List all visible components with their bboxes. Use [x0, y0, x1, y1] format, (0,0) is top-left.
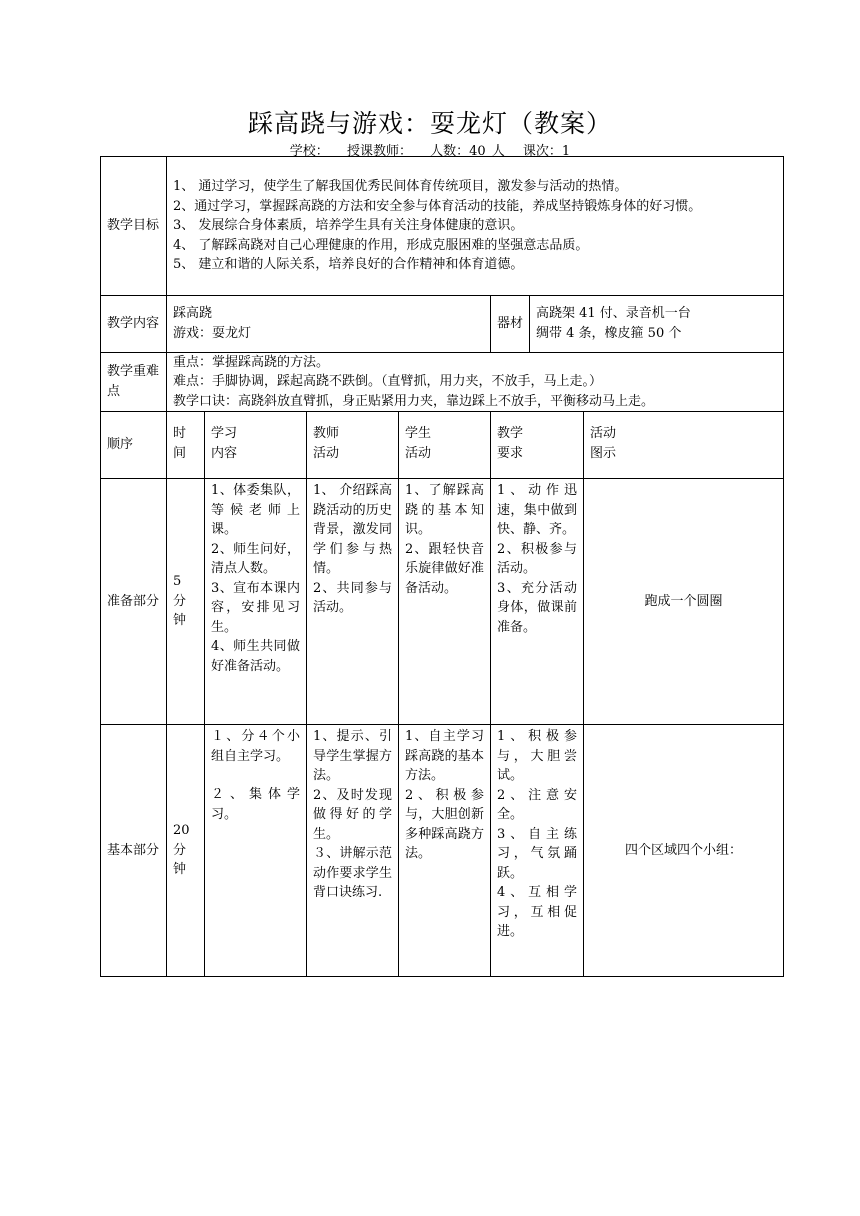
list-item: １、分４个小组自主学习。: [211, 729, 300, 764]
keypoint-line: 难点：手脚协调，踩起高跷不跌倒。（直臂抓，用力夹，不放手，马上走。）: [173, 374, 603, 389]
objective-item: 2、通过学习，掌握踩高跷的方法和安全参与体育活动的技能，养成坚持锻炼身体的好习惯。: [173, 198, 702, 214]
list-item: 3、宣布本课内容，安排见习生。: [211, 580, 300, 635]
count-field: 人数：40 人: [430, 144, 505, 159]
list-item: 4、互相学习，互相促进。: [497, 885, 577, 939]
header-requirement-line: 教学: [497, 426, 524, 441]
section-time-line: 5: [173, 574, 182, 590]
section-row-basic: [101, 725, 784, 977]
section-time: [167, 725, 205, 977]
section-time-line: 分: [173, 593, 187, 609]
list-item: 1、了解踩高跷的基本知识。: [405, 483, 484, 537]
content-row: [101, 295, 784, 352]
objective-item: 5、 建立和谐的人际关系，培养良好的合作精神和体育道德。: [173, 257, 524, 272]
list-item: ２、集体学习。: [211, 787, 300, 822]
objective-item: 3、 发展综合身体素质，培养学生具有关注身体健康的意识。: [173, 218, 524, 233]
list-item: 1、动作迅速，集中做到快、静、齐。: [497, 483, 577, 537]
header-student-line: 活动: [405, 445, 432, 461]
list-item: 2、及时发现做得好的学生。: [313, 787, 392, 842]
list-item: 3、自主练习，气氛踊跃。: [497, 826, 577, 881]
equipment-line: 绸带 4 条，橡皮箍 50 个: [536, 325, 682, 341]
header-time: [167, 412, 205, 479]
keypoint-line: 重点：掌握踩高跷的方法。: [173, 354, 330, 370]
section-name: 准备部分: [101, 479, 167, 725]
header-student: [399, 412, 491, 479]
section-name: 基本部分: [101, 725, 167, 977]
header-teacher: [307, 412, 399, 479]
list-item: 2、师生问好，清点人数。: [211, 541, 300, 576]
header-diagram-line: 活动: [590, 426, 617, 441]
header-requirement: [491, 412, 584, 479]
section-row-prepare: [101, 479, 784, 725]
content-label: 教学内容: [101, 295, 167, 352]
section-time-line: 分: [173, 842, 187, 858]
section-teacher: [307, 725, 399, 977]
section-diagram: 跑成一个圆圈: [584, 479, 784, 725]
header-requirement-line: 要求: [497, 445, 524, 461]
section-student: [399, 725, 491, 977]
list-item: 2、积极参与，大胆创新多种踩高跷方法。: [405, 787, 484, 861]
header-study-line: 学习: [211, 426, 238, 441]
objectives-label: 教学目标: [101, 157, 167, 296]
header-study: [205, 412, 307, 479]
list-item: 2、跟轻快音乐旋律做好准备活动。: [405, 541, 484, 596]
header-order: 顺序: [101, 412, 167, 479]
keypoints-label: 教学重难点: [101, 352, 167, 412]
header-student-line: 学生: [405, 426, 432, 441]
list-item: 1、积极参与，大胆尝试。: [497, 729, 577, 783]
section-time-line: 20: [173, 823, 190, 839]
section-study: [205, 479, 307, 725]
section-time: [167, 479, 205, 725]
header-teacher-line: 教师: [313, 426, 340, 441]
content-line: 游戏：耍龙灯: [173, 325, 252, 341]
header-study-line: 内容: [211, 445, 238, 461]
list-item: 1、自主学习踩高跷的基本方法。: [405, 729, 484, 783]
objective-item: 4、 了解踩高跷对自己心理健康的作用，形成克服困难的坚强意志品质。: [173, 237, 589, 253]
section-student: [399, 479, 491, 725]
teacher-field: 授课教师：: [346, 144, 412, 159]
header-row: [101, 412, 784, 479]
lesson-plan-table: [100, 156, 784, 977]
list-item: 1、 介绍踩高跷活动的历史背景，激发同学们参与热情。: [313, 483, 392, 576]
section-time-line: 钟: [173, 862, 187, 878]
list-item: 1、提示、引导学生掌握方法。: [313, 729, 392, 783]
section-teacher: [307, 479, 399, 725]
header-time-line: 时: [173, 426, 187, 441]
content-cell: [167, 295, 491, 352]
keypoints-row: [101, 352, 784, 412]
session-field: 课次：1: [522, 144, 571, 159]
header-teacher-line: 活动: [313, 445, 340, 461]
list-item: 2、积极参与活动。: [497, 541, 577, 576]
page-title: 踩高跷与游戏：耍龙灯（教案）: [247, 109, 612, 138]
list-item: 3、充分活动身体，做课前准备。: [497, 580, 577, 635]
equipment-line: 高跷架 41 付、录音机一台: [536, 306, 691, 321]
keypoint-line: 教学口诀：高跷斜放直臂抓，身正贴紧用力夹，靠边踩上不放手，平衡移动马上走。: [173, 393, 655, 409]
header-diagram-line: 图示: [590, 445, 617, 461]
section-diagram: 四个区域四个小组：: [584, 725, 784, 977]
objectives-cell: [167, 157, 784, 296]
list-item: ３、讲解示范动作要求学生背口诀练习.: [313, 846, 392, 900]
header-time-line: 间: [173, 445, 187, 461]
equipment-label: 器材: [491, 295, 530, 352]
equipment-cell: [530, 295, 784, 352]
header-diagram: [584, 412, 784, 479]
objective-item: 1、 通过学习，使学生了解我国优秀民间体育传统项目，激发参与活动的热情。: [173, 179, 628, 194]
school-field: 学校：: [289, 144, 329, 159]
list-item: 4、师生共同做好准备活动。: [211, 639, 300, 674]
list-item: 1、体委集队，等候老师上课。: [211, 483, 300, 537]
list-item: 2、注意安全。: [497, 787, 577, 822]
section-requirement: [491, 479, 584, 725]
objectives-row: [101, 157, 784, 296]
content-line: 踩高跷: [173, 306, 213, 321]
section-requirement: [491, 725, 584, 977]
keypoints-cell: [167, 352, 784, 412]
list-item: 2、共同参与活动。: [313, 580, 392, 615]
section-time-line: 钟: [173, 613, 187, 629]
section-study: [205, 725, 307, 977]
